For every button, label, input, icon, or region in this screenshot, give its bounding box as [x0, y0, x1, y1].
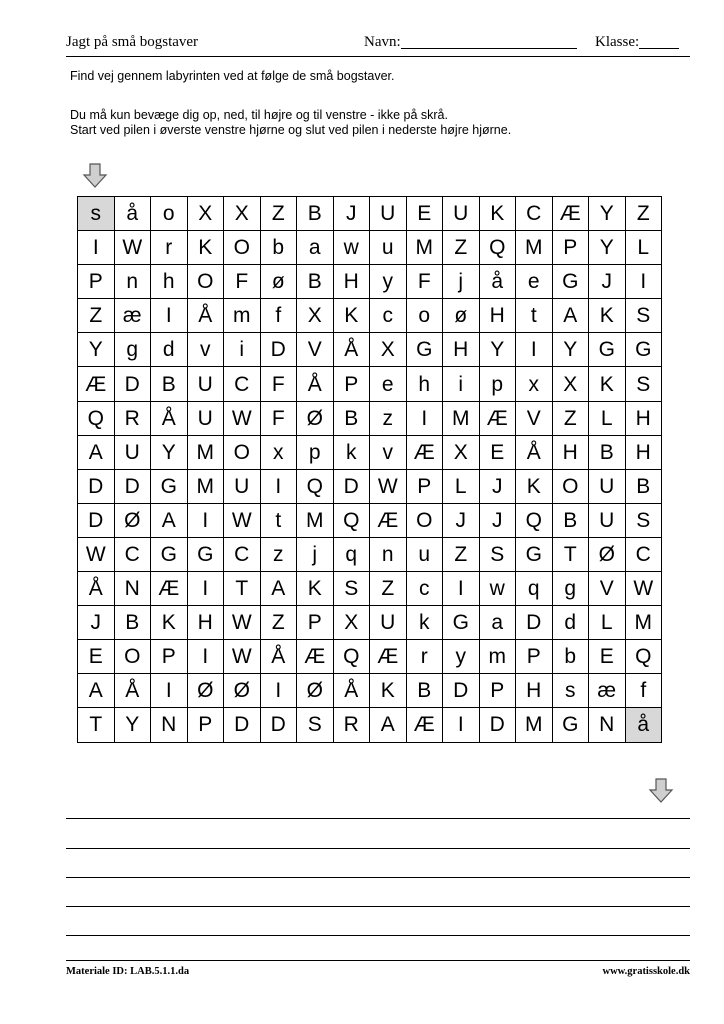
maze-cell[interactable]: K	[589, 367, 626, 401]
maze-cell[interactable]: f	[260, 299, 297, 333]
maze-cell[interactable]: A	[78, 674, 115, 708]
maze-cell[interactable]: Z	[552, 401, 589, 435]
maze-cell[interactable]: E	[479, 435, 516, 469]
maze-cell[interactable]: M	[443, 401, 480, 435]
maze-cell[interactable]: Z	[260, 606, 297, 640]
maze-cell[interactable]: W	[224, 640, 261, 674]
maze-cell[interactable]: Z	[370, 572, 407, 606]
maze-cell[interactable]: H	[187, 606, 224, 640]
maze-cell[interactable]: B	[333, 401, 370, 435]
maze-cell[interactable]: J	[333, 197, 370, 231]
maze-cell[interactable]: z	[260, 537, 297, 571]
maze-cell[interactable]: i	[443, 367, 480, 401]
maze-cell[interactable]: C	[114, 537, 151, 571]
maze-row	[78, 469, 662, 503]
maze-cell[interactable]: S	[625, 503, 662, 537]
maze-cell[interactable]: p	[297, 435, 334, 469]
maze-cell[interactable]: r	[151, 231, 188, 265]
maze-cell[interactable]: d	[151, 333, 188, 367]
maze-cell[interactable]: V	[297, 333, 334, 367]
maze-cell[interactable]: K	[333, 299, 370, 333]
maze-cell[interactable]: L	[589, 606, 626, 640]
maze-cell[interactable]: G	[187, 537, 224, 571]
maze-cell[interactable]: B	[151, 367, 188, 401]
maze-cell[interactable]: B	[552, 503, 589, 537]
maze-cell[interactable]: D	[516, 606, 553, 640]
maze-cell[interactable]: N	[151, 708, 188, 742]
maze-cell[interactable]: K	[516, 469, 553, 503]
maze-cell[interactable]: Æ	[297, 640, 334, 674]
maze-cell[interactable]: W	[224, 606, 261, 640]
maze-row	[78, 333, 662, 367]
maze-cell[interactable]: K	[479, 197, 516, 231]
maze-cell[interactable]: E	[589, 640, 626, 674]
maze-cell[interactable]: q	[333, 537, 370, 571]
maze-cell[interactable]: H	[443, 333, 480, 367]
maze-cell[interactable]: d	[552, 606, 589, 640]
maze-cell[interactable]: W	[370, 469, 407, 503]
maze-cell[interactable]: h	[406, 367, 443, 401]
maze-row	[78, 197, 662, 231]
maze-cell[interactable]: M	[406, 231, 443, 265]
maze-cell[interactable]: P	[479, 674, 516, 708]
maze-cell[interactable]: L	[589, 401, 626, 435]
maze-cell[interactable]: Ø	[224, 674, 261, 708]
maze-cell[interactable]: I	[443, 572, 480, 606]
material-id: Materiale ID: LAB.5.1.1.da	[66, 966, 190, 977]
maze-cell[interactable]: Z	[260, 197, 297, 231]
maze-cell[interactable]: U	[187, 367, 224, 401]
maze-row	[78, 640, 662, 674]
maze-cell[interactable]: I	[187, 503, 224, 537]
maze-cell[interactable]: E	[78, 640, 115, 674]
maze-cell[interactable]: R	[114, 401, 151, 435]
maze-cell[interactable]: O	[224, 435, 261, 469]
maze-cell[interactable]: U	[370, 606, 407, 640]
maze-cell[interactable]: I	[443, 708, 480, 742]
maze-cell[interactable]: D	[479, 708, 516, 742]
maze-row	[78, 231, 662, 265]
maze-cell[interactable]: X	[333, 606, 370, 640]
maze-row	[78, 401, 662, 435]
maze-cell[interactable]: r	[406, 640, 443, 674]
maze-cell[interactable]: k	[333, 435, 370, 469]
maze-cell[interactable]: W	[625, 572, 662, 606]
maze-cell[interactable]: h	[151, 265, 188, 299]
maze-cell[interactable]: S	[333, 572, 370, 606]
maze-cell[interactable]: Å	[516, 435, 553, 469]
maze-cell[interactable]: j	[297, 537, 334, 571]
maze-cell[interactable]: Æ	[78, 367, 115, 401]
maze-cell[interactable]: U	[370, 197, 407, 231]
maze-cell[interactable]: Y	[114, 708, 151, 742]
maze-cell[interactable]: B	[114, 606, 151, 640]
maze-cell[interactable]: Æ	[370, 640, 407, 674]
maze-cell[interactable]: O	[187, 265, 224, 299]
maze-cell[interactable]: f	[625, 674, 662, 708]
maze-cell[interactable]: I	[516, 333, 553, 367]
maze-cell[interactable]: U	[589, 503, 626, 537]
maze-cell[interactable]: Q	[78, 401, 115, 435]
maze-cell[interactable]: Q	[479, 231, 516, 265]
maze-cell[interactable]: P	[516, 640, 553, 674]
maze-cell[interactable]: c	[370, 299, 407, 333]
maze-cell[interactable]: I	[406, 401, 443, 435]
maze-cell[interactable]: A	[552, 299, 589, 333]
maze-cell[interactable]: S	[479, 537, 516, 571]
footer	[66, 960, 690, 980]
maze-cell[interactable]: K	[297, 572, 334, 606]
maze-cell[interactable]: æ	[589, 674, 626, 708]
maze-row	[78, 367, 662, 401]
maze-cell[interactable]: Å	[333, 333, 370, 367]
maze-cell[interactable]: M	[516, 708, 553, 742]
maze-cell[interactable]: Y	[589, 231, 626, 265]
maze-cell[interactable]: j	[443, 265, 480, 299]
maze-cell[interactable]: å	[114, 197, 151, 231]
maze-cell[interactable]: N	[114, 572, 151, 606]
maze-cell[interactable]: c	[406, 572, 443, 606]
maze-cell[interactable]: E	[406, 197, 443, 231]
writing-line[interactable]	[66, 877, 690, 878]
start-arrow-icon	[82, 163, 108, 189]
maze-cell[interactable]: Ø	[297, 401, 334, 435]
maze-cell[interactable]: Y	[552, 333, 589, 367]
maze-cell[interactable]: D	[260, 333, 297, 367]
maze-cell[interactable]: F	[260, 401, 297, 435]
maze-cell[interactable]: D	[114, 367, 151, 401]
maze-cell[interactable]: K	[370, 674, 407, 708]
maze-cell[interactable]: U	[589, 469, 626, 503]
instruction-line-2: Du må kun bevæge dig op, ned, til højre og til venstre - ikke på skrå.	[70, 108, 448, 122]
maze-cell[interactable]: I	[625, 265, 662, 299]
maze-cell[interactable]: X	[552, 367, 589, 401]
maze-cell[interactable]: n	[114, 265, 151, 299]
maze-cell[interactable]: Æ	[479, 401, 516, 435]
maze-row	[78, 537, 662, 571]
maze-cell[interactable]: å	[479, 265, 516, 299]
maze-cell[interactable]: Q	[297, 469, 334, 503]
maze-cell[interactable]: x	[260, 435, 297, 469]
maze-cell[interactable]: O	[552, 469, 589, 503]
maze-cell[interactable]: y	[443, 640, 480, 674]
maze-cell[interactable]: A	[78, 435, 115, 469]
maze-cell[interactable]: D	[260, 708, 297, 742]
maze-cell[interactable]: N	[589, 708, 626, 742]
maze-cell[interactable]: k	[406, 606, 443, 640]
maze-cell[interactable]: T	[224, 572, 261, 606]
maze-cell[interactable]: J	[479, 503, 516, 537]
maze-cell[interactable]: T	[552, 537, 589, 571]
maze-cell[interactable]: O	[224, 231, 261, 265]
website-label: www.gratisskole.dk	[602, 966, 690, 977]
maze-cell[interactable]: M	[297, 503, 334, 537]
maze-cell[interactable]: o	[151, 197, 188, 231]
maze-cell[interactable]: Q	[625, 640, 662, 674]
maze-cell[interactable]: K	[187, 231, 224, 265]
maze-cell[interactable]: Z	[78, 299, 115, 333]
maze-cell[interactable]: U	[114, 435, 151, 469]
maze-cell[interactable]: v	[370, 435, 407, 469]
name-label: Navn:	[364, 34, 401, 50]
maze-cell[interactable]: Æ	[151, 572, 188, 606]
maze-cell[interactable]: b	[260, 231, 297, 265]
maze-cell[interactable]: W	[224, 503, 261, 537]
maze-row	[78, 708, 662, 742]
maze-cell[interactable]: Q	[333, 503, 370, 537]
maze-cell[interactable]: v	[187, 333, 224, 367]
writing-line[interactable]	[66, 935, 690, 936]
maze-cell[interactable]: e	[516, 265, 553, 299]
maze-cell[interactable]: u	[370, 231, 407, 265]
maze-cell[interactable]: Z	[625, 197, 662, 231]
maze-cell[interactable]: Ø	[589, 537, 626, 571]
maze-cell[interactable]: P	[552, 231, 589, 265]
name-blank[interactable]	[401, 34, 577, 49]
maze-cell[interactable]: H	[552, 435, 589, 469]
maze-cell[interactable]: X	[224, 197, 261, 231]
maze-cell[interactable]: p	[479, 367, 516, 401]
class-label: Klasse:	[595, 34, 640, 50]
maze-cell[interactable]: C	[625, 537, 662, 571]
maze-cell[interactable]: s	[78, 197, 115, 231]
maze-cell[interactable]: G	[589, 333, 626, 367]
maze-cell[interactable]: W	[78, 537, 115, 571]
maze-cell[interactable]: P	[333, 367, 370, 401]
maze-cell[interactable]: H	[625, 435, 662, 469]
maze-cell[interactable]: Å	[297, 367, 334, 401]
maze-cell[interactable]: Ø	[297, 674, 334, 708]
maze-cell[interactable]: B	[625, 469, 662, 503]
maze-cell[interactable]: Q	[516, 503, 553, 537]
maze-cell[interactable]: S	[625, 367, 662, 401]
maze-cell[interactable]: Æ	[370, 503, 407, 537]
maze-cell[interactable]: F	[260, 367, 297, 401]
maze-row	[78, 606, 662, 640]
maze-cell[interactable]: Å	[333, 674, 370, 708]
maze-cell[interactable]: Ø	[114, 503, 151, 537]
maze-cell[interactable]: V	[516, 401, 553, 435]
maze-cell[interactable]: n	[370, 537, 407, 571]
maze-cell[interactable]: s	[552, 674, 589, 708]
maze-cell[interactable]: L	[625, 231, 662, 265]
maze-cell[interactable]: I	[78, 231, 115, 265]
maze-cell[interactable]: Y	[589, 197, 626, 231]
maze-cell[interactable]: I	[187, 640, 224, 674]
maze-cell[interactable]: C	[224, 367, 261, 401]
maze-cell[interactable]: g	[552, 572, 589, 606]
maze-cell[interactable]: m	[479, 640, 516, 674]
maze-cell[interactable]: Z	[443, 231, 480, 265]
maze-cell[interactable]: H	[333, 265, 370, 299]
maze-cell[interactable]: g	[114, 333, 151, 367]
maze-cell[interactable]: Æ	[552, 197, 589, 231]
maze-cell[interactable]: u	[406, 537, 443, 571]
writing-line[interactable]	[66, 848, 690, 849]
maze-cell[interactable]: C	[516, 197, 553, 231]
maze-row	[78, 572, 662, 606]
maze-cell[interactable]: B	[297, 197, 334, 231]
maze-cell[interactable]: e	[370, 367, 407, 401]
maze-cell[interactable]: Å	[78, 572, 115, 606]
maze-cell[interactable]: P	[151, 640, 188, 674]
maze-cell[interactable]: ø	[260, 265, 297, 299]
maze-cell[interactable]: H	[625, 401, 662, 435]
maze-cell[interactable]: D	[333, 469, 370, 503]
maze-cell[interactable]: G	[151, 537, 188, 571]
maze-cell[interactable]: w	[333, 231, 370, 265]
maze-cell[interactable]: O	[406, 503, 443, 537]
maze-cell[interactable]: Y	[151, 435, 188, 469]
maze-cell[interactable]: Å	[114, 674, 151, 708]
maze-cell[interactable]: z	[370, 401, 407, 435]
maze-cell[interactable]: G	[552, 265, 589, 299]
maze-cell[interactable]: æ	[114, 299, 151, 333]
maze-cell[interactable]: D	[224, 708, 261, 742]
maze-cell[interactable]: å	[625, 708, 662, 742]
end-arrow-icon	[648, 778, 674, 804]
maze-cell[interactable]: C	[224, 537, 261, 571]
maze-cell[interactable]: Å	[260, 640, 297, 674]
name-field[interactable]	[364, 34, 401, 51]
maze-cell[interactable]: S	[297, 708, 334, 742]
maze-cell[interactable]: i	[224, 333, 261, 367]
maze-cell[interactable]: P	[187, 708, 224, 742]
maze-row	[78, 674, 662, 708]
maze-cell[interactable]: M	[516, 231, 553, 265]
header	[66, 34, 689, 54]
instruction-line-3: Start ved pilen i øverste venstre hjørne og slut ved pilen i nederste højre hjørne.	[70, 123, 512, 137]
maze-cell[interactable]: V	[589, 572, 626, 606]
maze-cell[interactable]: P	[406, 469, 443, 503]
maze-cell[interactable]: B	[406, 674, 443, 708]
maze-cell[interactable]: P	[297, 606, 334, 640]
maze-cell[interactable]: K	[151, 606, 188, 640]
maze-cell[interactable]: I	[260, 469, 297, 503]
maze-cell[interactable]: I	[260, 674, 297, 708]
maze-cell[interactable]: T	[78, 708, 115, 742]
maze-cell[interactable]: X	[443, 435, 480, 469]
maze-cell[interactable]: t	[260, 503, 297, 537]
maze-cell[interactable]: U	[443, 197, 480, 231]
maze-grid	[77, 196, 662, 743]
maze-cell[interactable]: P	[78, 265, 115, 299]
maze-cell[interactable]: Ø	[187, 674, 224, 708]
maze-cell[interactable]: L	[443, 469, 480, 503]
maze-cell[interactable]: H	[516, 674, 553, 708]
maze-cell[interactable]: J	[589, 265, 626, 299]
maze-cell[interactable]: Æ	[406, 708, 443, 742]
maze-cell[interactable]: Æ	[406, 435, 443, 469]
instruction-line-1: Find vej gennem labyrinten ved at følge de små bogstaver.	[70, 69, 395, 83]
maze-cell[interactable]: b	[552, 640, 589, 674]
maze-cell[interactable]: H	[479, 299, 516, 333]
maze-cell[interactable]: J	[479, 469, 516, 503]
maze-row	[78, 503, 662, 537]
maze-cell[interactable]: G	[443, 606, 480, 640]
maze-cell[interactable]: Y	[78, 333, 115, 367]
maze-cell[interactable]: G	[625, 333, 662, 367]
maze-cell[interactable]: Z	[443, 537, 480, 571]
maze-cell[interactable]: G	[516, 537, 553, 571]
maze-cell[interactable]: W	[114, 231, 151, 265]
maze-cell[interactable]: B	[589, 435, 626, 469]
maze-cell[interactable]: J	[443, 503, 480, 537]
class-blank[interactable]	[639, 34, 679, 49]
maze-cell[interactable]: D	[443, 674, 480, 708]
maze-cell[interactable]: F	[406, 265, 443, 299]
maze-cell[interactable]: A	[151, 503, 188, 537]
maze-cell[interactable]: O	[114, 640, 151, 674]
class-field[interactable]	[595, 34, 639, 51]
maze-cell[interactable]: y	[370, 265, 407, 299]
maze-cell[interactable]: q	[516, 572, 553, 606]
maze-cell[interactable]: F	[224, 265, 261, 299]
maze-cell[interactable]: w	[479, 572, 516, 606]
maze-row	[78, 265, 662, 299]
maze-cell[interactable]: B	[297, 265, 334, 299]
maze-cell[interactable]: o	[406, 299, 443, 333]
maze-cell[interactable]: J	[78, 606, 115, 640]
maze-cell[interactable]: I	[151, 299, 188, 333]
worksheet-title: Jagt på små bogstaver	[66, 34, 199, 50]
maze-row	[78, 299, 662, 333]
maze-cell[interactable]: Y	[479, 333, 516, 367]
maze-cell[interactable]: a	[479, 606, 516, 640]
maze-cell[interactable]: Q	[333, 640, 370, 674]
maze-cell[interactable]: t	[516, 299, 553, 333]
maze-cell[interactable]: G	[552, 708, 589, 742]
maze-cell[interactable]: X	[370, 333, 407, 367]
maze-cell[interactable]: G	[151, 469, 188, 503]
maze-cell[interactable]: A	[370, 708, 407, 742]
maze-cell[interactable]: Å	[187, 299, 224, 333]
maze-cell[interactable]: S	[625, 299, 662, 333]
maze-cell[interactable]: x	[516, 367, 553, 401]
maze-row	[78, 435, 662, 469]
maze-cell[interactable]: M	[625, 606, 662, 640]
writing-line[interactable]	[66, 818, 690, 819]
maze-cell[interactable]: D	[114, 469, 151, 503]
maze-cell[interactable]: D	[78, 503, 115, 537]
maze-cell[interactable]: I	[151, 674, 188, 708]
maze-cell[interactable]: X	[187, 197, 224, 231]
maze-cell[interactable]: R	[333, 708, 370, 742]
maze-cell[interactable]: K	[589, 299, 626, 333]
maze-cell[interactable]: A	[260, 572, 297, 606]
writing-line[interactable]	[66, 906, 690, 907]
maze-cell[interactable]: M	[187, 435, 224, 469]
maze-cell[interactable]: a	[297, 231, 334, 265]
maze-cell[interactable]: ø	[443, 299, 480, 333]
maze-cell[interactable]: G	[406, 333, 443, 367]
maze-cell[interactable]: Å	[151, 401, 188, 435]
maze-cell[interactable]: D	[78, 469, 115, 503]
footer-divider	[66, 960, 690, 961]
maze-cell[interactable]: U	[224, 469, 261, 503]
maze-cell[interactable]: M	[187, 469, 224, 503]
maze-cell[interactable]: U	[187, 401, 224, 435]
maze-cell[interactable]: W	[224, 401, 261, 435]
maze-cell[interactable]: X	[297, 299, 334, 333]
maze-cell[interactable]: m	[224, 299, 261, 333]
maze-cell[interactable]: I	[187, 572, 224, 606]
header-divider	[66, 56, 690, 57]
